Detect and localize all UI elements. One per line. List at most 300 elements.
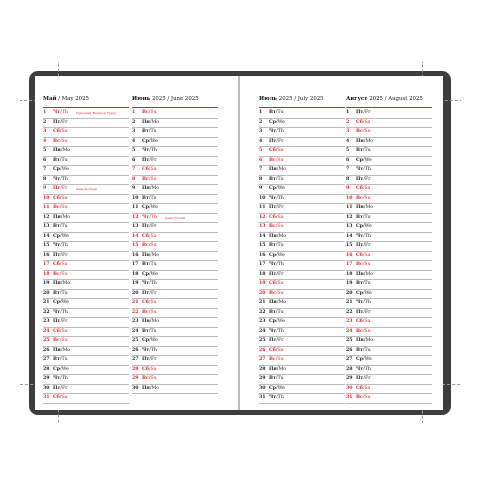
- weekday-en: Tu: [61, 290, 68, 296]
- weekday-ru: Сб: [53, 262, 60, 267]
- day-number: 9: [346, 186, 350, 191]
- day-number: 5: [132, 148, 136, 153]
- weekday-ru: Сб: [53, 328, 60, 334]
- day-row: [132, 242, 218, 252]
- weekday-en: Mo: [365, 338, 374, 343]
- day-number: 2: [346, 119, 350, 125]
- weekday-en: Su: [364, 129, 371, 134]
- weekday-label: Пт/Fr: [269, 271, 284, 277]
- weekday-ru: Вт: [142, 328, 149, 334]
- day-row: [346, 280, 432, 290]
- weekday-ru: Вт: [269, 376, 276, 381]
- weekday-ru: Пн: [142, 385, 150, 391]
- weekday-label: Вт/Tu: [269, 376, 284, 381]
- day-number: 24: [132, 328, 139, 334]
- weekday-label: Вт/Tu: [269, 176, 284, 182]
- weekday-ru: Ср: [269, 119, 277, 125]
- day-row: [43, 375, 129, 385]
- weekday-label: Пн/Mo: [53, 214, 71, 220]
- day-number: 12: [346, 214, 353, 220]
- weekday-label: Ср/We: [269, 186, 285, 191]
- weekday-label: Пн/Mo: [356, 338, 374, 343]
- weekday-label: Ср/We: [53, 300, 69, 305]
- day-row: [259, 290, 345, 300]
- weekday-label: Чт/Th: [142, 347, 157, 353]
- weekday-ru: Вс: [142, 110, 149, 115]
- weekday-label: Сб/Sa: [53, 395, 68, 400]
- weekday-en: Tu: [150, 262, 157, 267]
- weekday-ru: Пт: [53, 119, 61, 125]
- weekday-ru: Ср: [356, 290, 364, 296]
- weekday-ru: Пн: [356, 138, 364, 144]
- weekday-label: Сб/Sa: [142, 233, 157, 239]
- day-row: [132, 233, 218, 243]
- month-title-ru: Июль: [259, 96, 278, 102]
- day-row: [259, 394, 345, 404]
- weekday-ru: Вт: [142, 195, 149, 201]
- day-row: [132, 252, 218, 262]
- weekday-en: Su: [150, 110, 157, 115]
- weekday-label: Сб/Sa: [53, 262, 68, 267]
- day-row: [43, 109, 129, 119]
- day-number: 6: [259, 157, 263, 163]
- weekday-label: Пт/Fr: [142, 157, 157, 163]
- day-row: [259, 347, 345, 357]
- weekday-en: Th: [277, 262, 284, 267]
- day-row: [346, 233, 432, 243]
- weekday-label: Чт/Th: [142, 214, 157, 220]
- weekday-label: Ср/We: [142, 271, 158, 277]
- day-number: 14: [259, 233, 266, 239]
- weekday-label: Сб/Sa: [356, 186, 371, 191]
- weekday-label: Ср/We: [53, 167, 69, 172]
- day-number: 18: [259, 271, 266, 277]
- day-number: 21: [259, 300, 266, 305]
- day-number: 13: [346, 224, 353, 229]
- weekday-label: Чт/Th: [356, 167, 371, 172]
- day-number: 21: [132, 300, 139, 305]
- weekday-label: Вт/Tu: [356, 347, 371, 353]
- weekday-ru: Чт: [356, 366, 364, 372]
- day-number: 18: [132, 271, 139, 277]
- day-number: 26: [132, 347, 139, 353]
- weekday-en: We: [277, 186, 285, 191]
- month-title: [259, 96, 345, 108]
- weekday-ru: Пн: [53, 347, 61, 353]
- weekday-label: Пт/Fr: [53, 186, 68, 191]
- weekday-ru: Ср: [53, 233, 61, 239]
- day-row: [346, 375, 432, 385]
- weekday-en: We: [364, 357, 372, 362]
- weekday-ru: Ср: [53, 300, 61, 305]
- day-number: 3: [346, 129, 350, 134]
- day-row: [346, 147, 432, 157]
- day-row: [346, 356, 432, 366]
- weekday-en: Mo: [62, 281, 71, 286]
- weekday-en: Sa: [61, 395, 68, 400]
- day-row: [43, 271, 129, 281]
- weekday-label: Сб/Sa: [142, 167, 157, 172]
- weekday-ru: Сб: [142, 233, 149, 239]
- weekday-en: Th: [277, 129, 284, 134]
- weekday-en: Tu: [364, 347, 371, 353]
- weekday-label: Пт/Fr: [356, 376, 371, 381]
- weekday-ru: Сб: [269, 281, 276, 286]
- weekday-label: Ср/We: [269, 119, 285, 125]
- day-row: [259, 252, 345, 262]
- day-number: 10: [346, 195, 353, 201]
- day-number: 31: [346, 395, 353, 400]
- weekday-ru: Чт: [142, 347, 150, 353]
- weekday-ru: Пт: [356, 309, 364, 315]
- day-row: [132, 309, 218, 319]
- weekday-label: Пн/Mo: [269, 366, 287, 372]
- day-number: 19: [43, 281, 50, 286]
- weekday-label: Ср/We: [142, 205, 158, 210]
- day-row: [132, 347, 218, 357]
- weekday-ru: Вс: [53, 138, 60, 144]
- day-number: 1: [346, 110, 350, 115]
- month-may: [43, 96, 129, 404]
- day-row: [346, 299, 432, 309]
- weekday-en: Fr: [277, 338, 284, 343]
- day-number: 29: [132, 376, 139, 381]
- weekday-en: Fr: [277, 138, 284, 144]
- weekday-en: Fr: [364, 309, 371, 315]
- weekday-label: Вс/Su: [356, 129, 371, 134]
- weekday-ru: Чт: [356, 167, 364, 172]
- weekday-ru: Ср: [53, 167, 61, 172]
- day-row: [346, 394, 432, 404]
- weekday-en: Sa: [364, 119, 371, 125]
- month-title-en: / May 2025: [56, 96, 89, 102]
- weekday-ru: Вт: [356, 281, 363, 286]
- day-row: [259, 366, 345, 376]
- day-row: [259, 128, 345, 138]
- weekday-label: Пн/Mo: [356, 205, 374, 210]
- weekday-label: Пт/Fr: [356, 176, 371, 182]
- weekday-ru: Вт: [53, 224, 60, 229]
- weekday-ru: Вс: [53, 338, 60, 343]
- weekday-ru: Пт: [356, 110, 364, 115]
- weekday-label: Вт/Tu: [53, 357, 68, 362]
- weekday-label: Вс/Su: [269, 357, 284, 362]
- weekday-ru: Пн: [142, 119, 150, 125]
- day-row: [346, 271, 432, 281]
- weekday-ru: Пн: [142, 186, 150, 191]
- day-number: 20: [132, 290, 139, 296]
- weekday-en: Su: [61, 138, 68, 144]
- day-number: 19: [132, 281, 139, 286]
- weekday-label: Вс/Su: [53, 205, 68, 210]
- weekday-label: Чт/Th: [53, 110, 68, 115]
- weekday-ru: Вт: [269, 176, 276, 182]
- month-title: [132, 96, 218, 108]
- weekday-en: Mo: [151, 186, 160, 191]
- weekday-en: Th: [150, 347, 157, 353]
- day-row: [259, 242, 345, 252]
- day-row: [43, 299, 129, 309]
- day-number: 15: [43, 243, 50, 248]
- weekday-en: Su: [277, 290, 284, 296]
- weekday-label: Сб/Sa: [269, 214, 284, 220]
- weekday-en: Mo: [151, 119, 160, 125]
- day-row: [259, 299, 345, 309]
- weekday-ru: Вт: [53, 290, 60, 296]
- day-number: 22: [132, 309, 139, 315]
- weekday-en: Th: [61, 110, 68, 115]
- weekday-ru: Пт: [269, 205, 277, 210]
- weekday-ru: Ср: [356, 357, 364, 362]
- weekday-en: Fr: [364, 110, 371, 115]
- day-number: 15: [259, 243, 266, 248]
- day-row: [43, 157, 129, 167]
- weekday-label: Пт/Fr: [142, 290, 157, 296]
- day-number: 4: [259, 138, 263, 144]
- weekday-en: Su: [150, 176, 157, 182]
- weekday-ru: Пт: [356, 376, 364, 381]
- weekday-en: Su: [277, 357, 284, 362]
- weekday-en: Su: [150, 243, 157, 248]
- weekday-ru: Ср: [142, 338, 150, 343]
- day-number: 2: [43, 119, 47, 125]
- weekday-label: Пн/Mo: [142, 119, 160, 125]
- day-row: [43, 290, 129, 300]
- weekday-label: Вт/Tu: [142, 129, 157, 134]
- holiday-note: Праздник Весны и Труда: [76, 111, 116, 115]
- weekday-ru: Ср: [269, 319, 277, 324]
- weekday-ru: Ср: [142, 205, 150, 210]
- weekday-ru: Чт: [142, 281, 150, 286]
- day-number: 23: [259, 319, 266, 324]
- weekday-label: Пт/Fr: [269, 205, 284, 210]
- day-row: [132, 138, 218, 148]
- day-number: 30: [43, 385, 50, 391]
- day-row: [43, 337, 129, 347]
- day-number: 29: [346, 376, 353, 381]
- weekday-ru: Чт: [269, 262, 277, 267]
- day-number: 27: [346, 357, 353, 362]
- weekday-label: Вт/Tu: [142, 328, 157, 334]
- day-number: 7: [259, 167, 263, 172]
- day-number: 26: [259, 347, 266, 353]
- day-number: 13: [259, 224, 266, 229]
- weekday-label: Сб/Sa: [53, 328, 68, 334]
- weekday-label: Вт/Tu: [53, 224, 68, 229]
- weekday-ru: Пт: [356, 243, 364, 248]
- day-number: 7: [43, 167, 47, 172]
- day-number: 16: [346, 252, 353, 258]
- weekday-ru: Чт: [53, 376, 61, 381]
- weekday-en: Fr: [150, 290, 157, 296]
- weekday-label: Ср/We: [356, 357, 372, 362]
- weekday-label: Чт/Th: [269, 195, 284, 201]
- day-row: [346, 347, 432, 357]
- weekday-label: Вс/Su: [356, 395, 371, 400]
- weekday-label: Вс/Su: [269, 290, 284, 296]
- weekday-ru: Ср: [142, 138, 150, 144]
- weekday-label: Вт/Tu: [53, 290, 68, 296]
- weekday-en: Sa: [277, 281, 284, 286]
- weekday-en: Su: [364, 395, 371, 400]
- weekday-en: Sa: [61, 262, 68, 267]
- day-number: 21: [43, 300, 50, 305]
- weekday-label: Пт/Fr: [356, 309, 371, 315]
- day-row: [43, 195, 129, 205]
- weekday-en: Tu: [61, 357, 68, 362]
- weekday-label: Вт/Tu: [142, 262, 157, 267]
- weekday-en: Mo: [62, 148, 71, 153]
- weekday-ru: Чт: [269, 129, 277, 134]
- day-row: [259, 337, 345, 347]
- weekday-label: Сб/Sa: [356, 385, 371, 391]
- day-row: [132, 119, 218, 129]
- weekday-ru: Пн: [269, 233, 277, 239]
- weekday-label: Вт/Tu: [53, 157, 68, 163]
- day-number: 22: [43, 309, 50, 315]
- day-row: [43, 176, 129, 186]
- weekday-en: Tu: [277, 243, 284, 248]
- day-row: [132, 128, 218, 138]
- day-number: 2: [132, 119, 136, 125]
- weekday-ru: Ср: [269, 385, 277, 391]
- day-row: [43, 347, 129, 357]
- weekday-en: Tu: [61, 224, 68, 229]
- weekday-label: Пн/Mo: [142, 385, 160, 391]
- weekday-ru: Ср: [269, 186, 277, 191]
- weekday-en: We: [364, 157, 372, 163]
- weekday-en: Tu: [61, 157, 68, 163]
- weekday-label: Пт/Fr: [142, 357, 157, 362]
- weekday-label: Вс/Su: [142, 243, 157, 248]
- day-row: [346, 166, 432, 176]
- day-row: [346, 195, 432, 205]
- day-number: 30: [132, 385, 139, 391]
- day-number: 11: [346, 205, 353, 210]
- day-row: [259, 375, 345, 385]
- holiday-note: День Победы: [76, 187, 98, 191]
- day-row: [259, 157, 345, 167]
- day-row: [346, 290, 432, 300]
- day-number: 8: [346, 176, 350, 182]
- day-row: [132, 337, 218, 347]
- day-row: [259, 261, 345, 271]
- day-row: [43, 233, 129, 243]
- weekday-en: Fr: [364, 376, 371, 381]
- weekday-label: Чт/Th: [142, 148, 157, 153]
- day-number: 13: [132, 224, 139, 229]
- day-number: 31: [259, 395, 266, 400]
- weekday-ru: Чт: [269, 328, 277, 334]
- day-number: 25: [346, 338, 353, 343]
- day-number: 25: [43, 338, 50, 343]
- weekday-label: Пт/Fr: [53, 385, 68, 391]
- day-row: [43, 366, 129, 376]
- left-page: [35, 76, 238, 410]
- weekday-en: We: [277, 252, 285, 258]
- day-row: [346, 385, 432, 395]
- month-title-en: 2025 / June 2025: [150, 96, 199, 102]
- day-number: 5: [43, 148, 47, 153]
- day-number: 23: [132, 319, 139, 324]
- weekday-ru: Вс: [142, 243, 149, 248]
- day-number: 9: [43, 186, 47, 191]
- weekday-en: Fr: [61, 252, 68, 258]
- weekday-ru: Чт: [356, 233, 364, 239]
- weekday-en: Sa: [150, 233, 157, 239]
- weekday-label: Сб/Sa: [269, 347, 284, 353]
- day-row: [259, 223, 345, 233]
- day-number: 30: [346, 385, 353, 391]
- day-row: [43, 223, 129, 233]
- weekday-en: We: [150, 271, 158, 277]
- day-number: 25: [132, 338, 139, 343]
- weekday-en: Mo: [365, 205, 374, 210]
- weekday-ru: Вс: [356, 129, 363, 134]
- weekday-en: We: [277, 119, 285, 125]
- day-row: [259, 119, 345, 129]
- weekday-en: Su: [150, 309, 157, 315]
- weekday-ru: Вс: [142, 309, 149, 315]
- weekday-en: Sa: [364, 252, 371, 258]
- weekday-en: Mo: [278, 300, 287, 305]
- day-row: [259, 328, 345, 338]
- day-number: 28: [259, 366, 266, 372]
- day-row: [259, 147, 345, 157]
- weekday-label: Вс/Su: [356, 328, 371, 334]
- weekday-label: Пн/Mo: [269, 300, 287, 305]
- month-title: [43, 96, 129, 108]
- weekday-en: Tu: [277, 376, 284, 381]
- weekday-label: Чт/Th: [356, 233, 371, 239]
- day-row: [346, 128, 432, 138]
- day-row: [346, 223, 432, 233]
- weekday-ru: Пт: [269, 338, 277, 343]
- weekday-ru: Пн: [356, 271, 364, 277]
- day-number: 8: [259, 176, 263, 182]
- weekday-en: Tu: [277, 176, 284, 182]
- weekday-en: Tu: [364, 148, 371, 153]
- day-number: 12: [43, 214, 50, 220]
- weekday-en: Th: [61, 176, 68, 182]
- weekday-ru: Пт: [142, 357, 150, 362]
- day-row: [346, 252, 432, 262]
- day-row: [43, 309, 129, 319]
- weekday-label: Пн/Mo: [53, 148, 71, 153]
- day-row: [43, 261, 129, 271]
- weekday-en: Th: [364, 300, 371, 305]
- day-number: 20: [259, 290, 266, 296]
- day-number: 22: [259, 309, 266, 315]
- weekday-ru: Сб: [142, 366, 149, 372]
- weekday-label: Ср/We: [356, 157, 372, 163]
- day-number: 9: [132, 186, 136, 191]
- day-number: 24: [43, 328, 50, 334]
- weekday-label: Вс/Su: [53, 138, 68, 144]
- day-number: 20: [346, 290, 353, 296]
- day-row: [43, 242, 129, 252]
- weekday-en: We: [277, 385, 285, 391]
- weekday-ru: Сб: [269, 148, 276, 153]
- weekday-en: Fr: [364, 176, 371, 182]
- weekday-ru: Вс: [356, 262, 363, 267]
- day-row: [346, 261, 432, 271]
- weekday-ru: Сб: [142, 300, 149, 305]
- weekday-en: Th: [277, 328, 284, 334]
- day-row: [346, 138, 432, 148]
- weekday-en: Su: [61, 338, 68, 343]
- weekday-label: Вт/Tu: [269, 243, 284, 248]
